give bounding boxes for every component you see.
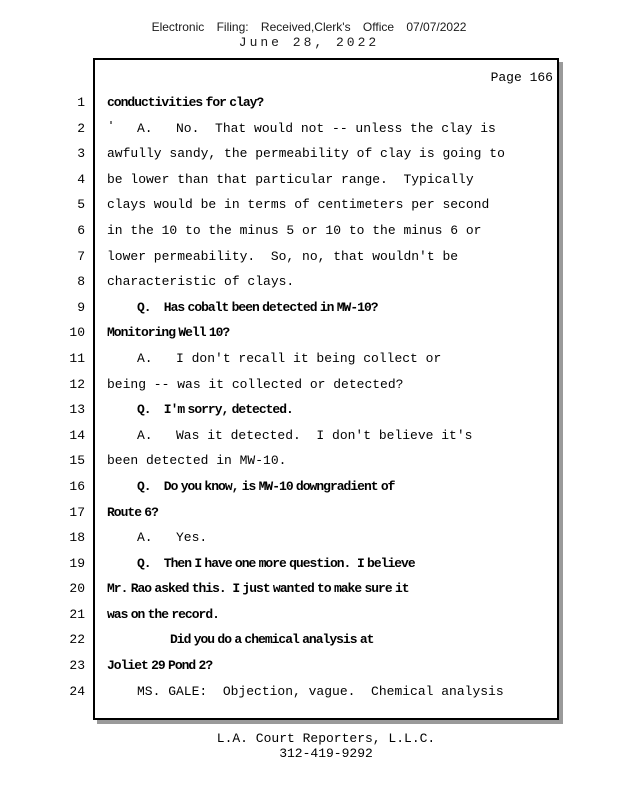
transcript-line	[0, 525, 618, 551]
transcript-line	[0, 372, 618, 398]
line-text: MS. GALE: Objection, vague. Chemical analysis	[137, 683, 504, 699]
transcript-line	[0, 551, 618, 577]
line-text: A. Yes.	[137, 530, 208, 546]
line-text: characteristic of clays.	[107, 274, 295, 290]
line-text: Monitoring Well 10?	[107, 325, 230, 341]
transcript-line	[0, 397, 618, 423]
line-number: 15	[69, 453, 85, 469]
line-text: lower permeability. So, no, that wouldn't be	[107, 248, 459, 264]
transcript-line	[0, 448, 618, 474]
transcript-line	[0, 602, 618, 628]
line-number: 12	[69, 376, 85, 392]
reporter-phone: 312-419-9292	[279, 746, 373, 761]
transcript-line	[0, 218, 618, 244]
line-number: 3	[77, 146, 85, 162]
line-text: A. Was it detected. I don't believe it's	[137, 427, 473, 443]
line-text: conductivities for clay?	[107, 95, 264, 110]
line-number: 10	[69, 325, 85, 341]
transcript-line	[0, 500, 618, 526]
line-number: 1	[77, 95, 85, 110]
line-text: Route 6?	[107, 504, 158, 520]
line-number: 18	[69, 530, 85, 546]
line-number: 11	[69, 350, 85, 366]
transcript-line	[0, 141, 618, 167]
line-text: in the 10 to the minus 5 or 10 to the minus 6 or	[107, 222, 482, 238]
transcript-line	[0, 320, 618, 346]
transcript-line	[0, 244, 618, 270]
line-text: being -- was it collected or detected?	[107, 376, 404, 392]
deposition-date: June 28, 2022	[238, 35, 380, 50]
line-text: Q. I'm sorry, detected.	[137, 402, 293, 418]
line-number: 20	[69, 581, 85, 597]
line-text: Did you do a chemical analysis at	[170, 632, 374, 648]
transcript-line	[0, 116, 618, 142]
line-text: Q. Has cobalt been detected in MW-10?	[137, 299, 378, 315]
line-number: 17	[69, 504, 85, 520]
page-number-label: Page 166	[490, 70, 553, 85]
line-text: awfully sandy, the permeability of clay is going to	[107, 146, 505, 162]
efiling-stamp: Electronic Filing: Received,Clerk's Office 07/07/2022	[151, 20, 467, 34]
line-number: 24	[69, 683, 85, 699]
line-text: was on the record.	[107, 606, 219, 622]
line-number: 7	[77, 248, 85, 264]
line-text: Joliet 29 Pond 2?	[107, 658, 213, 674]
transcript-line	[0, 295, 618, 321]
transcript-line	[0, 269, 618, 295]
scan-artifact-dot	[110, 121, 112, 124]
transcript-line	[0, 576, 618, 602]
transcript-line	[0, 346, 618, 372]
line-number: 16	[69, 478, 85, 494]
transcript-line	[0, 192, 618, 218]
line-text: A. No. That would not -- unless the clay is	[137, 120, 496, 136]
line-number: 21	[69, 606, 85, 622]
transcript-line	[0, 90, 618, 116]
line-text: Mr. Rao asked this. I just wanted to make sure it	[107, 581, 409, 597]
line-text: Q. Do you know, is MW-10 downgradient of	[137, 478, 395, 494]
line-text: Q. Then I have one more question. I believe	[137, 555, 415, 571]
line-number: 14	[69, 427, 85, 443]
line-number: 4	[77, 171, 85, 187]
line-number: 6	[77, 222, 85, 238]
line-number: 23	[69, 658, 85, 674]
transcript-line	[0, 653, 618, 679]
line-number: 19	[69, 555, 85, 571]
transcript-line	[0, 423, 618, 449]
reporter-company: L.A. Court Reporters, L.L.C.	[216, 731, 436, 746]
line-number: 22	[69, 632, 85, 648]
transcript-line	[0, 474, 618, 500]
line-text: been detected in MW-10.	[107, 453, 287, 469]
line-text: A. I don't recall it being collect or	[137, 350, 442, 366]
line-number: 2	[77, 120, 85, 136]
line-text: clays would be in terms of centimeters per second	[107, 197, 490, 213]
line-number: 8	[77, 274, 85, 290]
transcript-line	[0, 679, 618, 705]
transcript-line	[0, 167, 618, 193]
line-number: 5	[77, 197, 85, 213]
line-text: be lower than that particular range. Typically	[107, 171, 474, 187]
line-number: 9	[77, 299, 85, 315]
transcript-line	[0, 627, 618, 653]
line-number: 13	[69, 402, 85, 418]
reporter-footer	[93, 731, 559, 761]
transcript-lines	[0, 90, 618, 704]
